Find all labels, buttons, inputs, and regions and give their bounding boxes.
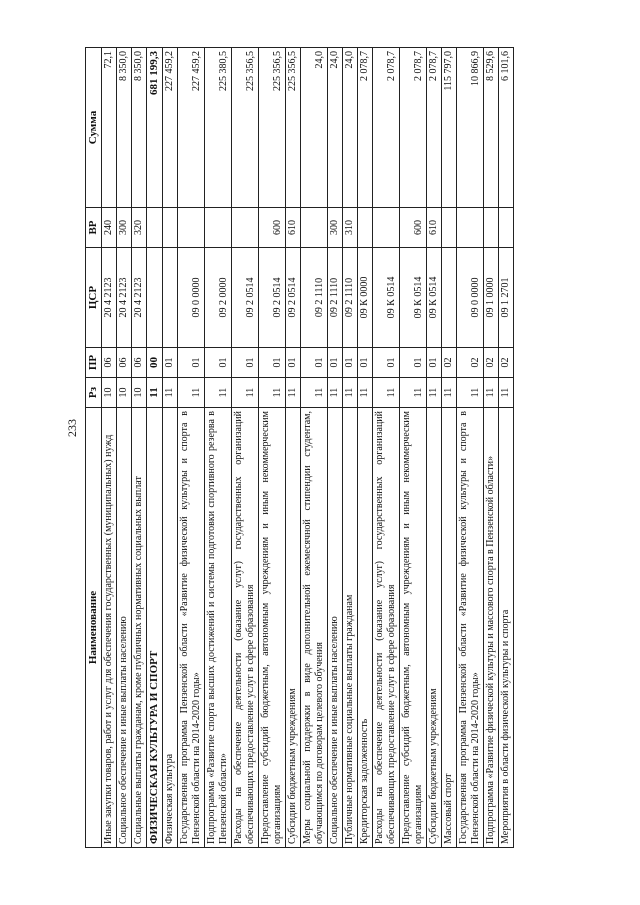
cell-rz: 11 <box>442 378 457 408</box>
cell-name: Социальные выплаты гражданам, кроме публичных нормативных социальных выплат <box>132 408 147 848</box>
cell-rz: 10 <box>132 378 147 408</box>
cell-sum: 8 350,0 <box>117 48 132 208</box>
cell-vr <box>301 208 328 248</box>
cell-rz: 11 <box>259 378 286 408</box>
cell-sum: 2 078,7 <box>373 48 400 208</box>
cell-pr: 01 <box>259 348 286 378</box>
cell-rz: 11 <box>178 378 205 408</box>
cell-csr: 09 К 0514 <box>373 248 400 348</box>
table-row <box>178 48 205 848</box>
cell-name: Предоставление субсидий бюджетным, автономным учреждениям и иным некоммерческим организациям <box>259 408 286 848</box>
cell-name: Мероприятия в области физической культуры и спорта <box>499 408 514 848</box>
cell-csr: 20 4 2123 <box>117 248 132 348</box>
cell-csr: 09 1 0000 <box>484 248 499 348</box>
cell-rz: 11 <box>358 378 373 408</box>
cell-rz: 11 <box>343 378 358 408</box>
cell-rz: 10 <box>117 378 132 408</box>
table-row <box>132 48 147 848</box>
cell-vr: 320 <box>132 208 147 248</box>
cell-vr <box>358 208 373 248</box>
header-csr: ЦСР <box>86 248 102 348</box>
budget-table <box>85 47 514 848</box>
cell-rz: 10 <box>102 378 117 408</box>
cell-vr <box>205 208 232 248</box>
cell-sum: 225 356,5 <box>259 48 286 208</box>
cell-csr: 09 2 1110 <box>301 248 328 348</box>
cell-name: Меры социальной поддержки в виде дополнительной ежемесячной стипендии студентам, обучающимся по договорам целевого обучения <box>301 408 328 848</box>
cell-pr: 06 <box>102 348 117 378</box>
table-row <box>205 48 232 848</box>
cell-vr <box>499 208 514 248</box>
cell-pr: 01 <box>178 348 205 378</box>
header-sum: Сумма <box>86 48 102 208</box>
cell-csr: 09 2 0514 <box>259 248 286 348</box>
cell-sum: 8 529,6 <box>484 48 499 208</box>
cell-rz: 11 <box>499 378 514 408</box>
cell-name: Социальное обеспечение и иные выплаты населению <box>328 408 343 848</box>
cell-vr: 300 <box>117 208 132 248</box>
cell-csr: 20 4 2123 <box>102 248 117 348</box>
cell-name: Расходы на обеспечение деятельности (оказание услуг) государственных организаций обеспечивающих предоставление услуг в сфере образования <box>373 408 400 848</box>
cell-sum: 24,0 <box>328 48 343 208</box>
cell-name: Субсидии бюджетным учреждениям <box>427 408 442 848</box>
cell-name: Иные закупки товаров, работ и услуг для обеспечения государственных (муниципальных) нужд <box>102 408 117 848</box>
table-row <box>427 48 442 848</box>
cell-csr: 09 2 1110 <box>328 248 343 348</box>
header-pr: ПР <box>86 348 102 378</box>
cell-pr: 01 <box>163 348 178 378</box>
cell-rz: 11 <box>328 378 343 408</box>
table-row <box>457 48 484 848</box>
cell-pr: 01 <box>427 348 442 378</box>
cell-csr: 09 К 0514 <box>427 248 442 348</box>
cell-pr: 00 <box>147 348 163 378</box>
cell-vr <box>163 208 178 248</box>
cell-vr <box>178 208 205 248</box>
page-number: 233 <box>65 419 79 437</box>
cell-sum: 6 101,6 <box>499 48 514 208</box>
table-row <box>499 48 514 848</box>
cell-csr: 09 1 2701 <box>499 248 514 348</box>
cell-pr: 02 <box>442 348 457 378</box>
cell-rz: 11 <box>205 378 232 408</box>
cell-name: Массовый спорт <box>442 408 457 848</box>
cell-csr: 09 0 0000 <box>178 248 205 348</box>
cell-name: Публичные нормативные социальные выплаты гражданам <box>343 408 358 848</box>
cell-pr: 01 <box>205 348 232 378</box>
cell-rz: 11 <box>457 378 484 408</box>
cell-pr: 01 <box>400 348 427 378</box>
header-rz: Рз <box>86 378 102 408</box>
cell-name: Расходы на обеспечение деятельности (оказание услуг) государственных организаций обеспечивающих предоставление услуг в сфере образования <box>232 408 259 848</box>
cell-name: Физическая культура <box>163 408 178 848</box>
cell-sum: 227 459,2 <box>178 48 205 208</box>
cell-rz: 11 <box>232 378 259 408</box>
cell-sum: 115 797,0 <box>442 48 457 208</box>
cell-pr: 01 <box>358 348 373 378</box>
cell-sum: 681 199,3 <box>147 48 163 208</box>
cell-sum: 225 356,5 <box>286 48 301 208</box>
cell-name: Субсидии бюджетным учреждениям <box>286 408 301 848</box>
table-row <box>301 48 328 848</box>
table-row <box>286 48 301 848</box>
cell-csr: 09 0 0000 <box>457 248 484 348</box>
cell-csr <box>442 248 457 348</box>
cell-name: Кредиторская задолженность <box>358 408 373 848</box>
cell-rz: 11 <box>427 378 442 408</box>
cell-sum: 24,0 <box>343 48 358 208</box>
cell-pr: 02 <box>457 348 484 378</box>
cell-rz: 11 <box>163 378 178 408</box>
cell-vr <box>373 208 400 248</box>
cell-sum: 72,1 <box>102 48 117 208</box>
cell-pr: 01 <box>301 348 328 378</box>
cell-sum: 2 078,7 <box>358 48 373 208</box>
cell-vr: 600 <box>259 208 286 248</box>
cell-sum: 227 459,2 <box>163 48 178 208</box>
cell-pr: 02 <box>484 348 499 378</box>
table-row <box>328 48 343 848</box>
cell-pr: 02 <box>499 348 514 378</box>
cell-pr: 01 <box>328 348 343 378</box>
table-row <box>343 48 358 848</box>
cell-vr: 610 <box>286 208 301 248</box>
cell-name: Предоставление субсидий бюджетным, автономным учреждениям и иным некоммерческим организациям <box>400 408 427 848</box>
table-row <box>373 48 400 848</box>
table-row <box>400 48 427 848</box>
cell-sum: 225 380,5 <box>205 48 232 208</box>
cell-pr: 06 <box>132 348 147 378</box>
cell-name: Государственная программа Пензенской области «Развитие физической культуры и спорта в Пензенской области на 2014-2020 годы» <box>457 408 484 848</box>
cell-vr <box>484 208 499 248</box>
cell-vr <box>442 208 457 248</box>
cell-csr: 09 2 0514 <box>232 248 259 348</box>
cell-vr <box>147 208 163 248</box>
cell-sum: 24,0 <box>301 48 328 208</box>
cell-rz: 11 <box>400 378 427 408</box>
cell-name: Государственная программа Пензенской области «Развитие физической культуры и спорта в Пензенской области на 2014-2020 годы» <box>178 408 205 848</box>
table-row <box>163 48 178 848</box>
table-row <box>102 48 117 848</box>
cell-sum: 10 866,9 <box>457 48 484 208</box>
table-header-row <box>86 48 102 848</box>
cell-csr: 09 2 1110 <box>343 248 358 348</box>
table-row <box>117 48 132 848</box>
cell-sum: 8 350,0 <box>132 48 147 208</box>
header-name: Наименование <box>86 408 102 848</box>
table-row <box>232 48 259 848</box>
cell-csr <box>163 248 178 348</box>
cell-rz: 11 <box>286 378 301 408</box>
cell-sum: 225 356,5 <box>232 48 259 208</box>
table-row <box>147 48 163 848</box>
cell-sum: 2 078,7 <box>427 48 442 208</box>
table-row <box>442 48 457 848</box>
cell-name: Подпрограмма «Развитие физической культуры и массового спорта в Пензенской области» <box>484 408 499 848</box>
cell-pr: 01 <box>232 348 259 378</box>
cell-vr: 300 <box>328 208 343 248</box>
table-row <box>259 48 286 848</box>
cell-rz: 11 <box>373 378 400 408</box>
rotated-table-wrapper <box>85 47 514 848</box>
cell-csr: 09 К 0000 <box>358 248 373 348</box>
cell-pr: 06 <box>117 348 132 378</box>
cell-csr <box>147 248 163 348</box>
cell-rz: 11 <box>147 378 163 408</box>
cell-vr <box>232 208 259 248</box>
table-row <box>358 48 373 848</box>
cell-csr: 20 4 2123 <box>132 248 147 348</box>
cell-csr: 09 К 0514 <box>400 248 427 348</box>
header-vr: ВР <box>86 208 102 248</box>
cell-rz: 11 <box>484 378 499 408</box>
cell-name: Подпрограмма «Развитие спорта высших достижений и системы подготовки спортивного резерва в Пензенской области» <box>205 408 232 848</box>
cell-vr <box>457 208 484 248</box>
table-row <box>484 48 499 848</box>
cell-pr: 01 <box>373 348 400 378</box>
cell-vr: 240 <box>102 208 117 248</box>
cell-pr: 01 <box>286 348 301 378</box>
cell-vr: 600 <box>400 208 427 248</box>
cell-rz: 11 <box>301 378 328 408</box>
cell-vr: 310 <box>343 208 358 248</box>
cell-name: ФИЗИЧЕСКАЯ КУЛЬТУРА И СПОРТ <box>147 408 163 848</box>
cell-csr: 09 2 0000 <box>205 248 232 348</box>
cell-sum: 2 078,7 <box>400 48 427 208</box>
cell-name: Социальное обеспечение и иные выплаты населению <box>117 408 132 848</box>
cell-vr: 610 <box>427 208 442 248</box>
cell-csr: 09 2 0514 <box>286 248 301 348</box>
cell-pr: 01 <box>343 348 358 378</box>
